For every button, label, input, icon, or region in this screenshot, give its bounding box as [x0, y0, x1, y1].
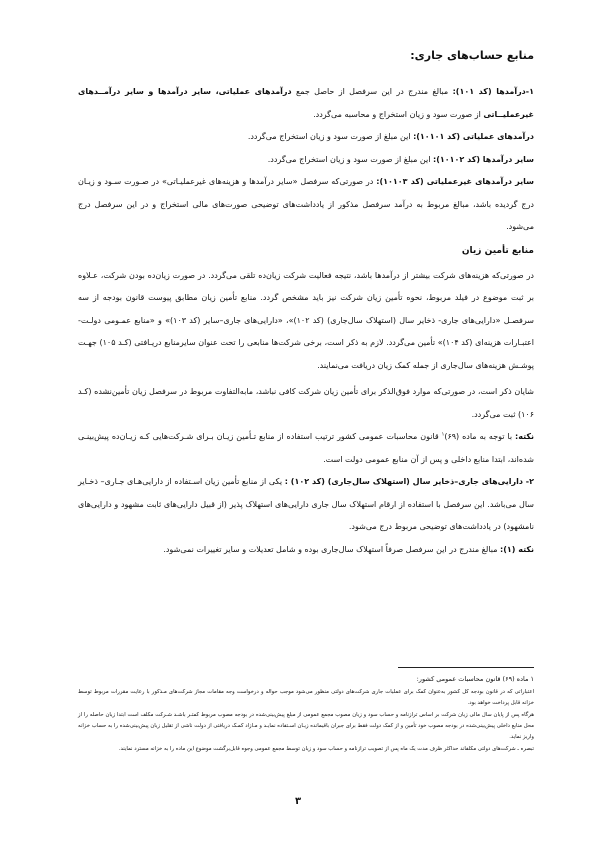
paragraph-label: درآمدهای عملیاتی (کد ۱۰۱۰۱):: [413, 132, 534, 141]
footnote-divider: [398, 667, 534, 668]
paragraph-label: ۲- دارایی‌های جاری–ذخایر سال (استهلاک سال‌جاری) (کد ۱۰۲) :: [284, 477, 534, 486]
footnote-title: ۱ ماده (۶۹) قانون محاسبات عمومی کشور:: [416, 675, 534, 683]
paragraph-revenues: ۱-درآمدها (کد ۱۰۱): مبالغ مندرج در این سرفصل از حاصل جمع درآمدهای عملیاتی، سایر درآمدها و سایر درآمــدهای غیرعملیــاتی از صورت سود و زیان استخراج و محاسبه می‌گردد.: [78, 87, 534, 119]
paragraph-label: سایر درآمدها (کد ۱۰۱۰۲):: [433, 154, 534, 164]
paragraph-label: سایر درآمدهای غیرعملیاتی (کد ۱۰۱۰۳):: [376, 177, 535, 186]
section-subtitle: منابع تأمین زیان: [461, 245, 534, 256]
paragraph-operating-revenues: درآمدهای عملیاتی (کد ۱۰۱۰۱): این مبلغ از صورت سود و زیان استخراج می‌گردد.: [247, 132, 534, 141]
paragraph-note-1: نکته (۱): مبالغ مندرج در این سرفصل صرفاً استهلاک سال‌جاری بوده و شامل تعدیلات و سایر تغییرات نمی‌شود.: [163, 544, 534, 554]
paragraph-label: ۱-درآمدها (کد ۱۰۱):: [452, 87, 534, 96]
footnote-text: تبصره ـ شرکت‌های دولتی مکلفاند حداکثر ظرف مدت یک ماه پس از تصویب ترازنامه و حساب سود و زیان توسط مجمع عمومی وجوه قابل‌برگشت موضوع این ماده را به خزانه مسترد نمایند.: [118, 746, 534, 752]
paragraph-current-assets-reserves: ۲- دارایی‌های جاری–ذخایر سال (استهلاک سال‌جاری) (کد ۱۰۲) : یکی از منابع تأمین زیان اسـتفاده از دارایی‌هـای جـاری– ذخـایر سال می‌باشد. این سرفصل با استفاده از ارقام استهلاک سال جاری دارایی‌های استهلاک پذیر (از قبیل دارایی‌های ثابت مشهود و دارایی‌های نامشهود) در یادداشت‌های توضیحی مربوط درج می‌شود.: [78, 477, 534, 531]
paragraph-unfunded-loss: شایان ذکر است، در صورتی‌که موارد فوق‌الذکر برای تأمین زیان شرکت کافی نباشد، مابه‌التفاوت مربوط در سرفصل زیان تأمین‌نشده (کـد ۱۰۶) ثبت می‌گردد.: [78, 387, 534, 419]
footnote-text: اعتباراتی که در قانون بودجه کل کشور به‌عنوان کمک برای عملیات جاری شرکت‌های دولتی منظور می‌شود موجب حواله و درخواست وجه مقامات مجاز شرکت‌های مـذکور با رعایت مقررات مربوط توسط خزانه قابل پرداخت خواهد بود.: [78, 689, 534, 706]
paragraph-label: نکته:: [515, 432, 534, 441]
footnote-text: هرگاه پس از پایان سال مالی زیان شرکت بر اساس ترازنامه و حساب سود و زیان مصوب مجمع عمومی از مبلغ پیش‌بینی‌شده در بودجه مصوب مربوط کمتـر باشـد شـرکت مکلف است ابتدا زیان حاصله را از محل منابع داخلی پیش‌بینی‌شده در بودجه مصوب خود تأمین و از کمک دولت فقط برای جبران باقیمانده زیـان اسـتفاده نمایـد و مـازاد کمـک دریافتی از دولت ناشی از تقلیل زیان پیش‌بینی‌شده را به حساب خزانه واریز نماید.: [78, 712, 534, 740]
paragraph-label: نکته (۱):: [500, 544, 534, 554]
paragraph-loss-funding: در صورتی‌که هزینه‌های شرکت بیشتر از درآمدها باشد، نتیجه فعالیت شرکت زیان‌ده تلقی می‌گردد. در صورت زیان‌ده بودن شرکت، عـلاوه بر ثبت موضوع در فیلد مربوط، نحوه تأمین زیان شرکت نیز باید مشخص گردد. منابع تأمین زیان مطابق پیوست قانون بودجه از سه سرفصـل «دارایی‌های جاری- ذخایر سال (استهلاک سال‌جاری) (کد ۱۰۲)»، «دارایی‌های جاری–سایر (کد ۱۰۳)» و «منابع عمـومی دولـت-اعتبـارات هزینه‌ای (کد ۱۰۴)» تأمین می‌گردد. لازم به ذکر است، برخی شرکت‌ها منابعی را تحت عنوان سایرمنابع دریـافتی (کـد ۱۰۵) جهـت پوشـش هزینه‌های سال‌جاری از جمله کمک زیان دریافت می‌نمایند.: [78, 270, 534, 370]
footnote-ref[interactable]: ۱: [441, 431, 445, 438]
paragraph-non-operating-revenues: سایر درآمدهای غیرعملیاتی (کد ۱۰۱۰۳): در صورتی‌که سرفصل «سایر درآمدها و هزینه‌های غیرعملیـاتی» در صـورت سـود و زیـان درج گردیده باشد، مبالغ مربوط به درآمد سرفصل مذکور از یادداشت‌های توضیحی صورت‌های مالی استخراج و در این سرفصل درج می‌شود.: [78, 177, 535, 231]
page-number: ۳: [294, 796, 302, 807]
paragraph-note: نکته: با توجه به ماده (۶۹)$^۱$ قانون محاسبات عمومی کشور ترتیب استفاده از منابع تـأمین زیـان بـرای شـرکت‌هایی کـه زیـان‌ده پیش‌بینـی شده‌اند، ابتدا منابع داخلی و پس از آن منابع عمومی دولت است.: [78, 431, 534, 464]
page-title: منابع حساب‌های جاری:: [410, 49, 534, 62]
footnotes: [78, 673, 534, 756]
paragraph-other-revenues: سایر درآمدها (کد ۱۰۱۰۲): این مبلغ از صورت سود و زیان استخراج می‌گردد.: [267, 154, 534, 164]
